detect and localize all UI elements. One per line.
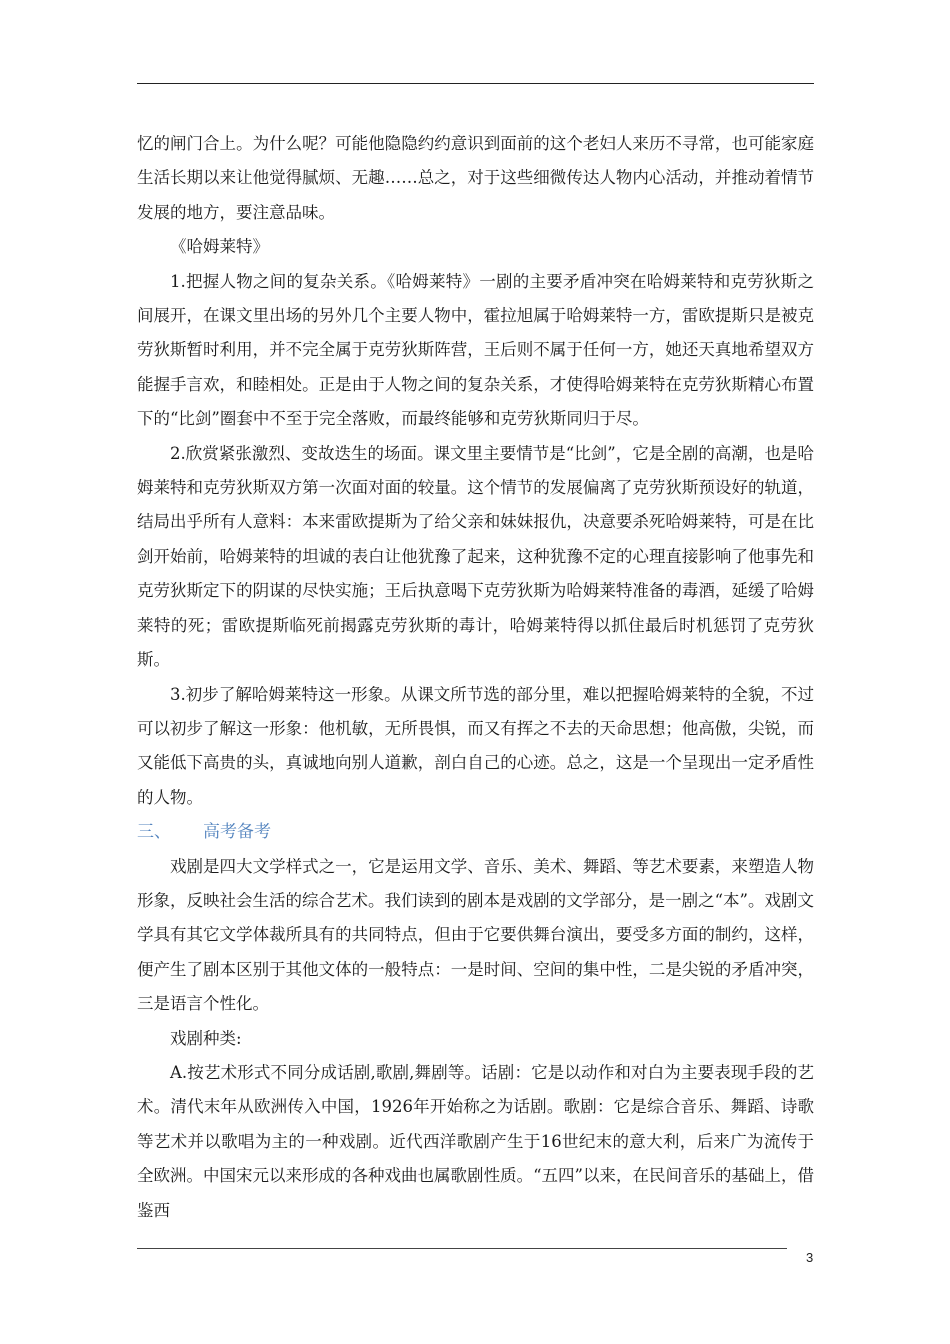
play-title: 《哈姆莱特》 — [170, 237, 269, 257]
page-number: 3 — [806, 1250, 814, 1265]
paragraph: 戏剧是四大文学样式之一，它是运用文学、音乐、美术、舞蹈、等艺术要素，来塑造人物形象，反映社会生活的综合艺术。我们读到的剧本是戏剧的文学部分，是一剧之“本”。戏剧文学具有其它文学体裁所具有的共同特点，但由于它要供舞台演出，要受多方面的制约，这样，便产生了剧本区别于其他文体的一般特点：一是时间、空间的集中性，二是尖锐的矛盾冲突，三是语言个性化。 — [137, 856, 814, 1014]
paragraph: 1.把握人物之间的复杂关系。《哈姆莱特》一剧的主要矛盾冲突在哈姆莱特和克劳狄斯之间展开，在课文里出场的另外几个主要人物中，霍拉旭属于哈姆莱特一方，雷欧提斯只是被克劳狄斯暂时利用，并不完全属于克劳狄斯阵营，王后则不属于任何一方，她还天真地希望双方能握手言欢，和睦相处。正是由于人物之间的复杂关系，才使得哈姆莱特在克劳狄斯精心布置下的“比剑”圈套中不至于完全落败，而最终能够和克劳狄斯同归于尽。 — [137, 271, 814, 429]
paragraph: 3.初步了解哈姆莱特这一形象。从课文所节选的部分里，难以把握哈姆莱特的全貌，不过可以初步了解这一形象：他机敏，无所畏惧，而又有挥之不去的天命思想；他高傲，尖锐，而又能低下高贵的头，真诚地向别人道歉，剖白自己的心迹。总之，这是一个呈现出一定矛盾性的人物。 — [137, 684, 814, 807]
document-body — [137, 127, 814, 1228]
section-title: 高考备考 — [203, 822, 271, 843]
footer-rule — [137, 1248, 787, 1249]
section-heading — [137, 815, 814, 849]
paragraph: 忆的闸门合上。为什么呢？可能他隐隐约约意识到面前的这个老妇人来历不寻常，也可能家庭生活长期以来让他觉得腻烦、无趣……总之，对于这些细微传达人物内心活动，并推动着情节发展的地方，要注意品味。 — [137, 134, 814, 222]
paragraph: 戏剧种类: — [170, 1028, 242, 1048]
paragraph: A.按艺术形式不同分成话剧,歌剧,舞剧等。话剧：它是以动作和对白为主要表现手段的艺术。清代末年从欧洲传入中国，1926年开始称之为话剧。歌剧：它是综合音乐、舞蹈、诗歌等艺术并以歌唱为主的一种戏剧。近代西洋歌剧产生于16世纪末的意大利，后来广为流传于全欧洲。中国宋元以来形成的各种戏曲也属歌剧性质。“五四”以来，在民间音乐的基础上，借鉴西 — [137, 1062, 814, 1220]
header-rule — [137, 83, 814, 84]
section-number: 三、 — [137, 822, 171, 843]
paragraph: 2.欣赏紧张激烈、变故迭生的场面。课文里主要情节是“比剑”，它是全剧的高潮，也是哈姆莱特和克劳狄斯双方第一次面对面的较量。这个情节的发展偏离了克劳狄斯预设好的轨道，结局出乎所有人意料：本来雷欧提斯为了给父亲和妹妹报仇，决意要杀死哈姆莱特，可是在比剑开始前，哈姆莱特的坦诚的表白让他犹豫了起来，这种犹豫不定的心理直接影响了他事先和克劳狄斯定下的阴谋的尽快实施；王后执意喝下克劳狄斯为哈姆莱特准备的毒酒，延缓了哈姆莱特的死；雷欧提斯临死前揭露克劳狄斯的毒计，哈姆莱特得以抓住最后时机惩罚了克劳狄斯。 — [137, 443, 814, 670]
